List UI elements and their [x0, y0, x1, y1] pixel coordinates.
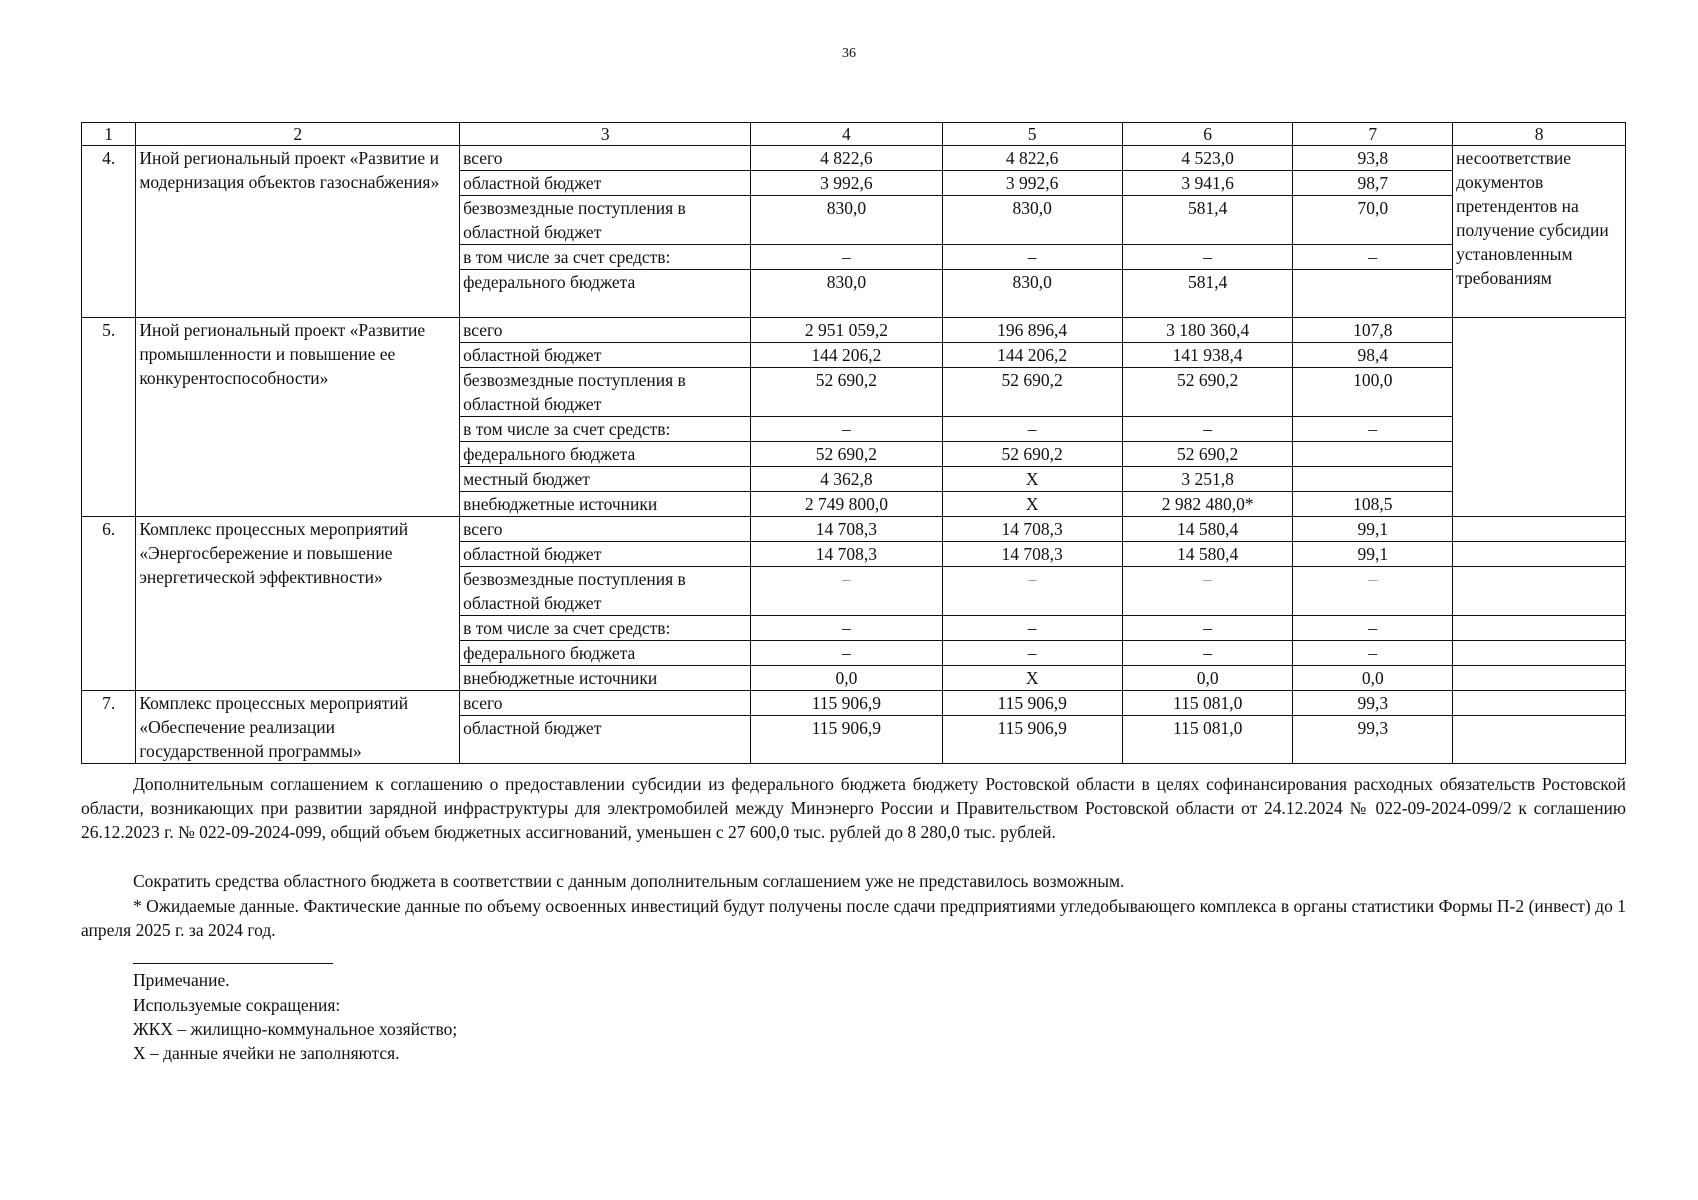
- value-cell-c4: 830,0: [751, 196, 942, 245]
- value-cell-c7: 98,4: [1293, 343, 1453, 368]
- value-cell-c6: 3 251,8: [1122, 467, 1293, 492]
- value-cell-c4: –: [751, 641, 942, 666]
- value-cell-c4: 4 362,8: [751, 467, 942, 492]
- value-cell-c5: Х: [942, 467, 1122, 492]
- footnote-divider: [133, 963, 333, 964]
- value-cell-c6: 52 690,2: [1122, 368, 1293, 417]
- header-cell: 7: [1293, 123, 1453, 146]
- value-cell-c7: [1293, 270, 1453, 318]
- section-note-empty: [1453, 616, 1626, 641]
- value-cell-c4: 4 822,6: [751, 146, 942, 171]
- value-cell-c5: –: [942, 245, 1122, 270]
- funding-source-label: областной бюджет: [460, 542, 751, 567]
- value-cell-c6: 115 081,0: [1122, 716, 1293, 764]
- value-cell-c5: 14 708,3: [942, 542, 1122, 567]
- header-cell: 3: [460, 123, 751, 146]
- funding-source-label: в том числе за счет средств:: [460, 616, 751, 641]
- funding-source-label: федерального бюджета: [460, 641, 751, 666]
- value-cell-c4: 52 690,2: [751, 368, 942, 417]
- value-cell-c7: 99,3: [1293, 716, 1453, 764]
- funding-source-label: безвозмездные поступления в областной бюджет: [460, 368, 751, 417]
- value-cell-c7: –: [1293, 616, 1453, 641]
- value-cell-c6: –: [1122, 616, 1293, 641]
- value-cell-c5: –: [942, 641, 1122, 666]
- value-cell-c7: –: [1293, 417, 1453, 442]
- table-header-row: [82, 123, 1626, 146]
- value-cell-c5: –: [942, 616, 1122, 641]
- value-cell-c6: –: [1122, 641, 1293, 666]
- paragraph-reduction: Сократить средства областного бюджета в соответствии с данным дополнительным соглашением уже не представилось возможным.: [133, 871, 1125, 891]
- section-note-empty: [1453, 691, 1626, 716]
- value-cell-c4: 2 749 800,0: [751, 492, 942, 517]
- value-cell-c4: –: [751, 567, 942, 616]
- paragraph-footnote: * Ожидаемые данные. Фактические данные по объему освоенных инвестиций будут получены после сдачи предприятиями угледобывающего комплекса в органы статистики Формы П-2 (инвест) до 1 апреля 2025 г. за 2024 год.: [81, 896, 1626, 940]
- value-cell-c5: 14 708,3: [942, 517, 1122, 542]
- value-cell-c4: –: [751, 616, 942, 641]
- section-note-empty: [1453, 517, 1626, 542]
- value-cell-c6: 141 938,4: [1122, 343, 1293, 368]
- value-cell-c5: 115 906,9: [942, 716, 1122, 764]
- value-cell-c4: –: [751, 245, 942, 270]
- header-cell: 8: [1453, 123, 1626, 146]
- value-cell-c6: 4 523,0: [1122, 146, 1293, 171]
- value-cell-c7: 0,0: [1293, 666, 1453, 691]
- section-note-empty: [1453, 542, 1626, 567]
- page-number: 36: [842, 46, 856, 61]
- value-cell-c4: 115 906,9: [751, 691, 942, 716]
- section-note-empty: [1453, 666, 1626, 691]
- table-row: [82, 146, 1626, 171]
- section-name: Иной региональный проект «Развитие промышленности и повышение ее конкурентоспособности»: [136, 318, 460, 517]
- funding-source-label: внебюджетные источники: [460, 492, 751, 517]
- value-cell-c7: 99,1: [1293, 517, 1453, 542]
- funding-source-label: внебюджетные источники: [460, 666, 751, 691]
- value-cell-c7: 99,1: [1293, 542, 1453, 567]
- value-cell-c6: –: [1122, 245, 1293, 270]
- value-cell-c6: 0,0: [1122, 666, 1293, 691]
- value-cell-c6: 14 580,4: [1122, 542, 1293, 567]
- table-row: [82, 517, 1626, 542]
- section-number: 4.: [82, 146, 136, 318]
- value-cell-c6: 115 081,0: [1122, 691, 1293, 716]
- value-cell-c5: –: [942, 567, 1122, 616]
- funding-source-label: всего: [460, 517, 751, 542]
- value-cell-c4: 115 906,9: [751, 716, 942, 764]
- header-cell: 5: [942, 123, 1122, 146]
- value-cell-c7: –: [1293, 641, 1453, 666]
- header-cell: 1: [82, 123, 136, 146]
- value-cell-c7: [1293, 442, 1453, 467]
- value-cell-c5: –: [942, 417, 1122, 442]
- budget-table: [81, 122, 1626, 764]
- value-cell-c7: 70,0: [1293, 196, 1453, 245]
- value-cell-c7: 93,8: [1293, 146, 1453, 171]
- header-cell: 2: [136, 123, 460, 146]
- funding-source-label: в том числе за счет средств:: [460, 245, 751, 270]
- value-cell-c5: Х: [942, 666, 1122, 691]
- value-cell-c5: 4 822,6: [942, 146, 1122, 171]
- section-note-empty: [1453, 716, 1626, 764]
- funding-source-label: областной бюджет: [460, 343, 751, 368]
- value-cell-c6: –: [1122, 417, 1293, 442]
- header-cell: 6: [1122, 123, 1293, 146]
- value-cell-c7: [1293, 467, 1453, 492]
- header-cell: 4: [751, 123, 942, 146]
- funding-source-label: областной бюджет: [460, 171, 751, 196]
- value-cell-c5: Х: [942, 492, 1122, 517]
- funding-source-label: всего: [460, 691, 751, 716]
- value-cell-c6: 2 982 480,0*: [1122, 492, 1293, 517]
- table-row: [82, 318, 1626, 343]
- section-number: 6.: [82, 517, 136, 691]
- value-cell-c5: 115 906,9: [942, 691, 1122, 716]
- value-cell-c5: 52 690,2: [942, 442, 1122, 467]
- funding-source-label: федерального бюджета: [460, 270, 751, 318]
- section-number: 7.: [82, 691, 136, 764]
- section-note: несоответствие документов претендентов на получение субсидии установленным требованиям: [1453, 146, 1626, 318]
- value-cell-c5: 830,0: [942, 270, 1122, 318]
- funding-source-label: местный бюджет: [460, 467, 751, 492]
- value-cell-c4: 2 951 059,2: [751, 318, 942, 343]
- value-cell-c6: –: [1122, 567, 1293, 616]
- section-note-empty: [1453, 318, 1626, 517]
- section-note-empty: [1453, 567, 1626, 616]
- value-cell-c6: 581,4: [1122, 270, 1293, 318]
- section-note-empty: [1453, 641, 1626, 666]
- funding-source-label: федерального бюджета: [460, 442, 751, 467]
- value-cell-c6: 3 180 360,4: [1122, 318, 1293, 343]
- value-cell-c5: 52 690,2: [942, 368, 1122, 417]
- table-row: [82, 691, 1626, 716]
- funding-source-label: всего: [460, 318, 751, 343]
- abbreviations-title: Используемые сокращения:: [133, 995, 341, 1015]
- abbreviation-x: Х – данные ячейки не заполняются.: [133, 1043, 400, 1063]
- value-cell-c6: 52 690,2: [1122, 442, 1293, 467]
- funding-source-label: всего: [460, 146, 751, 171]
- section-name: Иной региональный проект «Развитие и модернизация объектов газоснабжения»: [136, 146, 460, 318]
- section-name: Комплекс процессных мероприятий «Энергосбережение и повышение энергетической эффективности»: [136, 517, 460, 691]
- value-cell-c4: 0,0: [751, 666, 942, 691]
- value-cell-c7: –: [1293, 567, 1453, 616]
- value-cell-c7: 107,8: [1293, 318, 1453, 343]
- value-cell-c6: 14 580,4: [1122, 517, 1293, 542]
- value-cell-c5: 144 206,2: [942, 343, 1122, 368]
- value-cell-c4: 14 708,3: [751, 517, 942, 542]
- funding-source-label: безвозмездные поступления в областной бюджет: [460, 567, 751, 616]
- section-name: Комплекс процессных мероприятий «Обеспечение реализации государственной программы»: [136, 691, 460, 764]
- paragraph-agreement: Дополнительным соглашением к соглашению о предоставлении субсидии из федерального бюджета бюджету Ростовской области в целях софинансирования расходных обязательств Ростовской области, возникающих при развитии зарядной инфраструктуры для электромобилей между Минэнерго России и Правительством Ростовской области от 24.12.2024 № 022-09-2024-099/2 к соглашению 26.12.2023 г. № 022-09-2024-099, общий объем бюджетных ассигнований, уменьшен с 27 600,0 тыс. рублей до 8 280,0 тыс. рублей.: [81, 774, 1626, 842]
- value-cell-c7: –: [1293, 245, 1453, 270]
- value-cell-c6: 3 941,6: [1122, 171, 1293, 196]
- funding-source-label: областной бюджет: [460, 716, 751, 764]
- section-number: 5.: [82, 318, 136, 517]
- value-cell-c4: –: [751, 417, 942, 442]
- value-cell-c5: 830,0: [942, 196, 1122, 245]
- note-title: Примечание.: [133, 970, 230, 990]
- value-cell-c4: 830,0: [751, 270, 942, 318]
- abbreviation-zhkh: ЖКХ – жилищно-коммунальное хозяйство;: [133, 1019, 458, 1039]
- value-cell-c4: 3 992,6: [751, 171, 942, 196]
- value-cell-c5: 196 896,4: [942, 318, 1122, 343]
- value-cell-c5: 3 992,6: [942, 171, 1122, 196]
- value-cell-c4: 14 708,3: [751, 542, 942, 567]
- value-cell-c7: 99,3: [1293, 691, 1453, 716]
- funding-source-label: безвозмездные поступления в областной бюджет: [460, 196, 751, 245]
- value-cell-c6: 581,4: [1122, 196, 1293, 245]
- funding-source-label: в том числе за счет средств:: [460, 417, 751, 442]
- value-cell-c7: 108,5: [1293, 492, 1453, 517]
- value-cell-c4: 52 690,2: [751, 442, 942, 467]
- value-cell-c7: 98,7: [1293, 171, 1453, 196]
- value-cell-c7: 100,0: [1293, 368, 1453, 417]
- table-body: [82, 123, 1626, 764]
- value-cell-c4: 144 206,2: [751, 343, 942, 368]
